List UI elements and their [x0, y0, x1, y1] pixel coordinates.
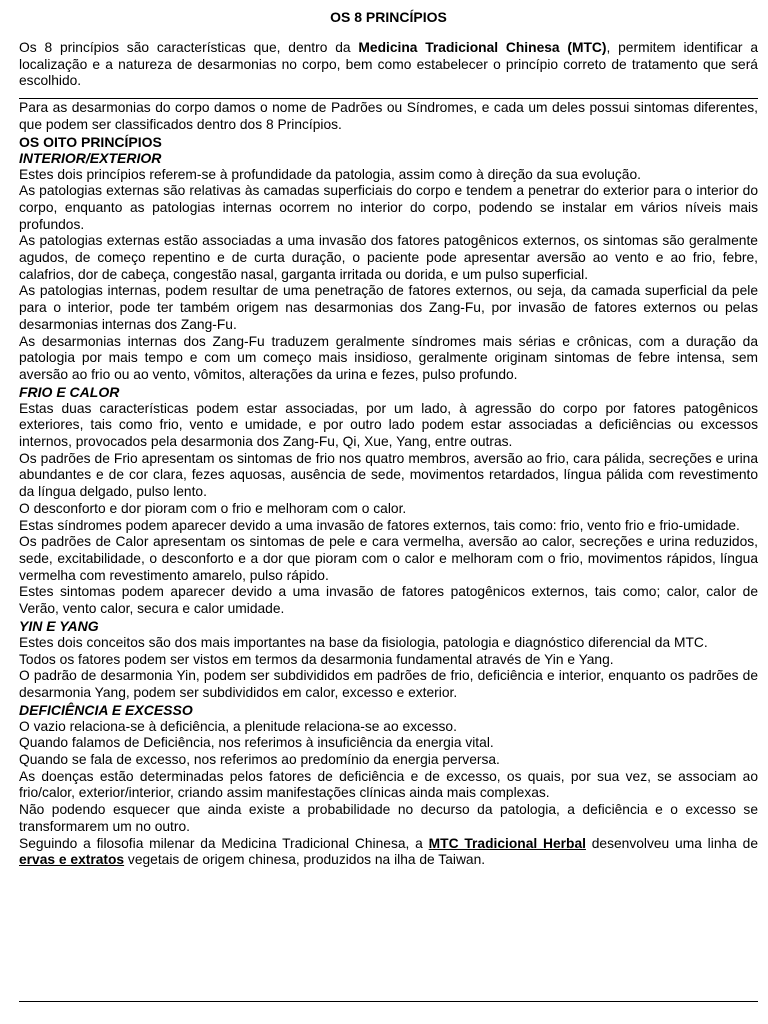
- closing-text-1: Seguindo a filosofia milenar da Medicina Tradicional Chinesa, a: [19, 835, 429, 851]
- section-heading-interior-exterior: INTERIOR/EXTERIOR: [19, 149, 162, 166]
- section-heading-yin-yang: YIN E YANG: [19, 617, 99, 634]
- paragraph: Estes sintomas podem aparecer devido a uma invasão de fatores patogênicos externos, tais como; calor, calor de Verão, vento calor, secura e calor umidade.: [19, 584, 758, 617]
- mtc-tradicional-herbal-link[interactable]: MTC Tradicional Herbal: [428, 835, 586, 851]
- paragraph: O desconforto e dor pioram com o frio e melhoram com o calor.: [19, 500, 407, 516]
- section-heading-deficiencia-excesso: DEFICIÊNCIA E EXCESSO: [19, 701, 193, 718]
- paragraph: As patologias externas estão associadas a uma invasão dos fatores patogênicos externos, os sintomas são geralmente agudos, de começo repentino e de curta duração, o paciente pode apresentar aversão ao vento e ao frio, febre, calafrios, dor de cabeça, congestão nasal, garganta irritada ou dorida, e um pulso superficial.: [19, 233, 758, 282]
- intro-bold-term: Medicina Tradicional Chinesa (MTC): [358, 40, 607, 55]
- paragraph: As desarmonias internas dos Zang-Fu traduzem geralmente síndromes mais sérias e crônicas, com a duração da patologia por mais tempo e com um começo mais insidioso, geralmente originam sintomas de febre intensa, sem aversão ao frio ou ao vento, vômitos, alterações da urina e fezes, pulso profundo.: [19, 333, 758, 382]
- intro-paragraph: [19, 40, 758, 90]
- paragraph: Não podendo esquecer que ainda existe a probabilidade no decurso da patologia, a deficiência e o excesso se transformarem um no outro.: [19, 802, 758, 834]
- main-heading: OS OITO PRINCÍPIOS: [19, 133, 162, 150]
- closing-text-2: desenvolveu uma linha de: [585, 835, 758, 851]
- closing-text-3: vegetais de origem chinesa, produzidos na ilha de Taiwan.: [124, 852, 486, 868]
- paragraph: O padrão de desarmonia Yin, podem ser subdivididos em padrões de frio, deficiência e interior, enquanto os padrões de desarmonia Yang, podem ser subdivididos em calor, excesso e exterior.: [19, 668, 758, 700]
- paragraph: O vazio relaciona-se à deficiência, a plenitude relaciona-se ao excesso.: [19, 718, 457, 734]
- document-title: OS 8 PRINCÍPIOS: [330, 9, 447, 25]
- paragraph: Quando falamos de Deficiência, nos referimos à insuficiência da energia vital.: [19, 735, 494, 751]
- paragraph: Estes dois princípios referem-se à profundidade da patologia, assim como à direção da sua evolução.: [19, 166, 641, 182]
- paragraph: As patologias externas são relativas às camadas superficiais do corpo e tendem a penetrar do exterior para o interior do corpo, enquanto as patologias internas ocorrem no interior do corpo, podendo se instalar em vários níveis mais profundos.: [19, 183, 758, 232]
- preface-paragraph: Para as desarmonias do corpo damos o nome de Padrões ou Síndromes, e cada um deles possui sintomas diferentes, que podem ser classificados dentro dos 8 Princípios.: [19, 100, 758, 132]
- section-divider: [19, 98, 758, 99]
- intro-text-before: Os 8 princípios são características que, dentro da: [19, 40, 359, 55]
- paragraph: Os padrões de Frio apresentam os sintomas de frio nos quatro membros, aversão ao frio, cara pálida, secreções e urina abundantes e de cor clara, fezes aquosas, ausência de sede, movimentos retardados, língua pálida com revestimento da língua delgado, pulso lento.: [19, 450, 758, 500]
- paragraph: As doenças estão determinadas pelos fatores de deficiência e de excesso, os quais, por sua vez, se associam ao frio/calor, exterior/interior, criando assim manifestações clínicas ainda mais complexas.: [19, 768, 758, 801]
- section-heading-frio-calor: FRIO E CALOR: [19, 383, 120, 400]
- document-page: [19, 8, 758, 869]
- paragraph: Quando se fala de excesso, nos referimos ao predomínio da energia perversa.: [19, 752, 500, 768]
- ervas-e-extratos-link[interactable]: ervas e extratos: [19, 852, 125, 868]
- paragraph: Todos os fatores podem ser vistos em termos da desarmonia fundamental através de Yin e Yang.: [19, 651, 614, 667]
- intro-text-after: , permitem identificar a localização e a natureza de desarmonias no corpo, bem como estabelecer o princípio correto de tratamento que será escolhido.: [19, 40, 758, 89]
- paragraph: Estas duas características podem estar associadas, por um lado, à agressão do corpo por fatores patogênicos exteriores, tais como frio, vento e umidade, e por outro lado podem estar associadas a deficiências ou excessos internos, provocados pela desarmonia dos Zang-Fu, Qi, Xue, Yang, entre outras.: [19, 400, 758, 450]
- footer-divider: [19, 1001, 758, 1002]
- paragraph: As patologias internas, podem resultar de uma penetração de fatores externos, ou seja, da camada superficial da pele para o interior, pode ter também origem nas desarmonias dos Zang-Fu, por invasão de fatores externos ou pelas desarmonias internas dos Zang-Fu.: [19, 283, 758, 332]
- paragraph: Os padrões de Calor apresentam os sintomas de pele e cara vermelha, aversão ao calor, secreções e urina reduzidos, sede, excitabilidade, o desconforto e a dor que pioram com o calor e melhoram com o frio, movimentos rápidos, língua vermelha com revestimento amarelo, pulso rápido.: [19, 534, 758, 583]
- paragraph: Estes dois conceitos são dos mais importantes na base da fisiologia, patologia e diagnóstico diferencial da MTC.: [19, 634, 708, 650]
- paragraph: Estas síndromes podem aparecer devido a uma invasão de fatores externos, tais como: frio, vento frio e frio-umidade.: [19, 517, 740, 533]
- closing-paragraph: [19, 836, 758, 869]
